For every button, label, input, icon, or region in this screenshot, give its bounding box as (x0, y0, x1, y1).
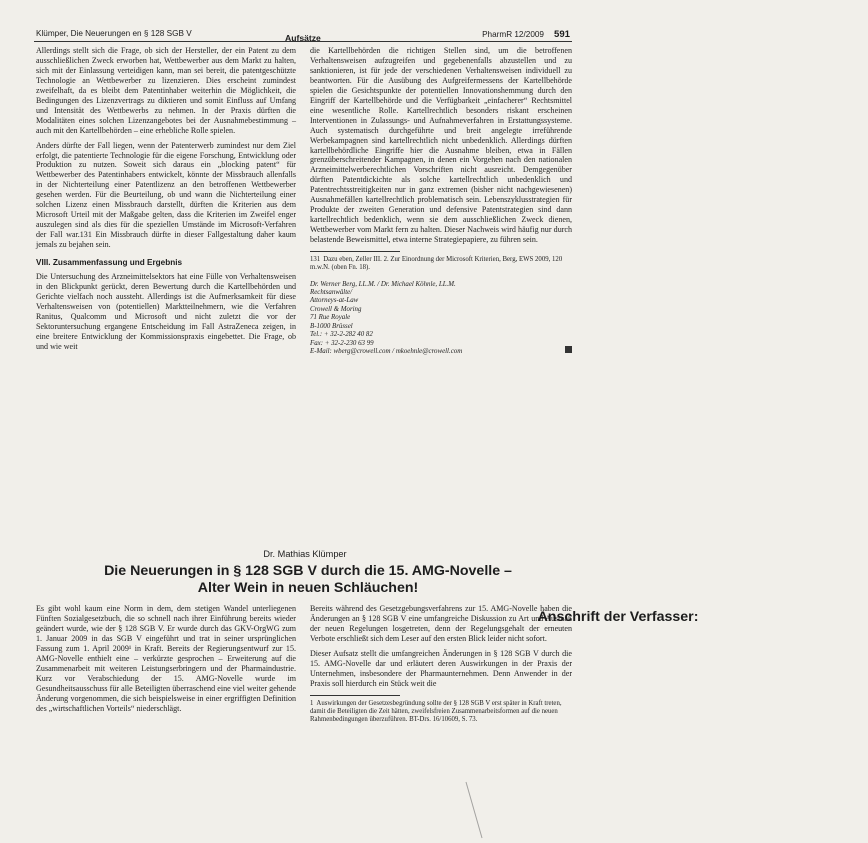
section-label: Aufsätze (285, 33, 321, 43)
paragraph: Es gibt wohl kaum eine Norm in dem, dem stetigen Wandel unterliegenen Fünften Sozialgesetzbuch, die so schnell nach ihrer Einführung bereits wieder geändert wurde, wie der § 128 SGB V. Er wurde durch das GKV-OrgWG zum 1. Januar 2009 in das SGB V eingeführt und trat in seiner ursprünglichen Fassung zum 1. April 2009¹ in Kraft. Bereits der Regierungsentwurf zur 15. AMG-Novelle enthielt eine – verkürzte gesprochen – Erweiterung auf die Zusammenarbeit mit weiteren Leistungserbringern und der Pharmaindustrie. Kurz vor Verabschiedung der 15. AMG-Novelle wurde im Gesundheitsausschuss für alle Beteiligten überraschend eine viel weiter gehende Änderung vorgenommen, die sich beispielsweise in einer ergriffigten Definition des „wirtschaftlichen Vorteils“ niederschlägt. (36, 604, 296, 713)
article-title-line-2: Alter Wein in neuen Schläuchen! (197, 580, 419, 596)
address-line: B-1000 Brüssel (310, 322, 353, 330)
address-line: Tel.: + 32-2-282 40 82 (310, 331, 373, 339)
page-number: 591 (553, 29, 570, 40)
address-heading: Anschrift der Verfasser: (537, 609, 699, 625)
journal-issue: PharmR 12/2009 (482, 30, 544, 39)
paragraph: Bereits während des Gesetzgebungsverfahrens zur 15. AMG-Novelle haben die Änderungen an § 128 SGB V eine umfangreiche Diskussion zu Art und Ausmaß der neuen Regelungen losgetreten, denn der Regelungsgehalt der erneuten Verbote erschließt sich dem Leser auf den ersten Blick leider nicht sofort. (310, 604, 572, 643)
footnote-number: 1 (310, 699, 314, 707)
article-title-line-1: Die Neuerungen in § 128 SGB V durch die 15. AMG-Novelle – (104, 563, 512, 579)
address-line: Attorneys-at-Law (310, 297, 359, 305)
footnote-rule (310, 251, 400, 252)
end-mark-icon (565, 346, 572, 353)
paragraph: Dieser Aufsatz stellt die umfangreichen Änderungen in § 128 SGB V durch die 15. AMG-Novelle dar und erläutert deren Auswirkungen in der Praxis der Unternehmen, insbesondere der Pharmaunternehmen. Denn Anwender in der Praxis soll hierdurch ein Stück weit die (310, 648, 572, 688)
article-title (58, 563, 558, 597)
address-line: 71 Rue Royale (310, 314, 351, 322)
article-author: Dr. Mathias Klümper (263, 549, 347, 559)
footnote-text: Auswirkungen der Gesetzesbegründung sollte der § 128 SGB V erst später in Kraft treten, damit die Beteiligten die Zeit hätten, zweifelsfreien Zusammenarbeitsformen auf die neuen Rahmenbedingungen überzuführen. BT-Drs. 16/10609, S. 73. (310, 699, 562, 724)
address-line: Crowell & Moring (310, 305, 362, 313)
paragraph: Allerdings stellt sich die Frage, ob sich der Hersteller, der ein Patent zu dem ausschließlichen Zweck erworben hat, Wettbewerber aus dem Markt zu halten, sich mit der Einlassung verteidigen kann, man sei bereit, die patentgeschützte Technologie an Wettbewerber zu lizenzieren. Dies erscheint zumindest zweifelhaft, da es bleibt dem Patentinhaber weiterhin die Möglichkeit, die Bedingungen des Lizenzvertrags zu diktieren und somit Einfluss auf Umfang und Intensität des Wettbewerbs zu nehmen. In der Praxis dürften die Modalitäten eines solchen Lizenzangebotes bei der Ausnahmebestimmung – auch mit den Kartellbehörden – eine erhebliche Rolle spielen. (36, 46, 296, 135)
footnote (310, 700, 572, 725)
running-head-left: Klümper, Die Neuerungen en § 128 SGB V (36, 29, 192, 38)
footnote-text: Dazu eben, Zeller III. 2. Zur Einordnung der Microsoft Kriterien, Berg, EWS 2009, 120 m.w.N. (oben Fn. 18). (310, 256, 563, 272)
address-line: Rechtsanwälte/ (310, 289, 353, 297)
paragraph: die Kartellbehörden die richtigen Stellen sind, um die betroffenen Verhaltensweisen aufzugreifen und gegebenenfalls abzustellen und zu sanktionieren, ist für jede der verschiedenen Verhaltensweisen individuell zu beantworten. Für die Ausübung des Aufgreifermessens der Kartellbehörde spielen die Gesichtspunkte der potentiellen Innovationshemmung durch den Eingriff der Kartellbehörde und die Verfügbarkeit „einfacherer“ Rechtsmittel eine wesentliche Rolle. Kartellrechtlich besonders riskant erscheinen Interventionen in Zulassungs- und Aufnahmeverfahren in Erstattungssysteme. Auch systematisch durchgeführte und breit angelegte irreführende Werbekampagnen sind kartellrechtlich nicht unbedenklich. Allerdings dürften kartellbehördliche Eingriffe hier die Ausnahme bleiben, etwa in Fällen grenzüberschreitender Kampagnen, in denen ein Vorgehen nach den nationalen Arzneimittelwerberechtlichen Vorschriften nicht ausreicht. Demgegenüber dürften Patentdickichte als solche kartellrechtlich unbedenklich und Patentrechtsstreitigkeiten nur in ganz extremen (bisher nicht nachgewiesenen) Ausnahmefällen kartellrechtlich problematisch sein. Lebenszyklusstrategien für Produkte der zweiten Generation und defensive Patentstrategien sind dann kartellrechtlich bedenklich, wenn sie dem ausschließlichen Zweck dienen, Wettbewerber vom Markt fern zu halten. Dieser Nachweis wird häufig nur durch belastende Beweismittel, etwa interne Strategiepapiere, zu führen sein. (310, 46, 572, 245)
column-left-top (36, 46, 296, 357)
header-rule (34, 41, 572, 42)
paragraph: Die Untersuchung des Arzneimittelsektors hat eine Fülle von Verhaltensweisen in den Blickpunkt gerückt, deren Bewertung durch die Kartellbehörden und Gerichte vielfach noch aussteht. Allerdings ist die Aufmerksamkeit für diese Verhaltensweisen von (potentiellen) Marktteilnehmern, wie die Verfahren Ranitus, Qualcomm und Microsoft und nicht zuletzt die vor der Sektoruntersuchung ergangene Entscheidung im Fall AstraZeneca zeigen, in eine breitere Entwicklung der Kommissionspraxis eingebettet. Die Frage, ob und wie weit (36, 272, 296, 351)
section-heading: VIII. Zusammenfassung und Ergebnis (36, 258, 183, 268)
address-line: E-Mail: wberg@crowell.com / mkoehnle@crowell.com (310, 347, 463, 355)
running-head-right (482, 29, 570, 40)
column-right-bottom (310, 604, 572, 725)
address-line: Fax: + 32-2-230 63 99 (310, 339, 374, 347)
footnote (310, 256, 572, 273)
address-line: Dr. Werner Berg, LL.M. / Dr. Michael Köhnle, LL.M. (310, 280, 456, 288)
footnote-number: 131 (310, 256, 321, 264)
paragraph: Anders dürfte der Fall liegen, wenn der Patenterwerb zumindest nur dem Ziel erfolgt, die patentierte Technologie für die eigene Forschung, Entwicklung oder Produktion zu nutzen. Soweit sich daraus ein „blocking patent“ für Wettbewerber des Patentinhabers entwickelt, könnte der Missbrauch allenfalls in der Nichterteilung einer Patentlizenz an den betroffenen Wettbewerber gesehen werden. Für die Beurteilung, ob und wann die Nichterteilung einer solchen Lizenz einen Missbrauch darstellt, dürften die Kriterien aus dem Microsoft Urteil mit der Maßgabe gelten, dass die Kriterien im Zweifel enger auszulegen sind als dies für die speziellen Umstände im Microsoft-Verfahren der Fall war.131 Ein Missbrauch dürfte in dieser Fallgestaltung daher kaum jemals zu bejahen sein. (36, 140, 296, 250)
column-left-bottom (36, 604, 296, 718)
pen-stroke-mark (464, 780, 484, 840)
footnote-rule (310, 695, 400, 696)
